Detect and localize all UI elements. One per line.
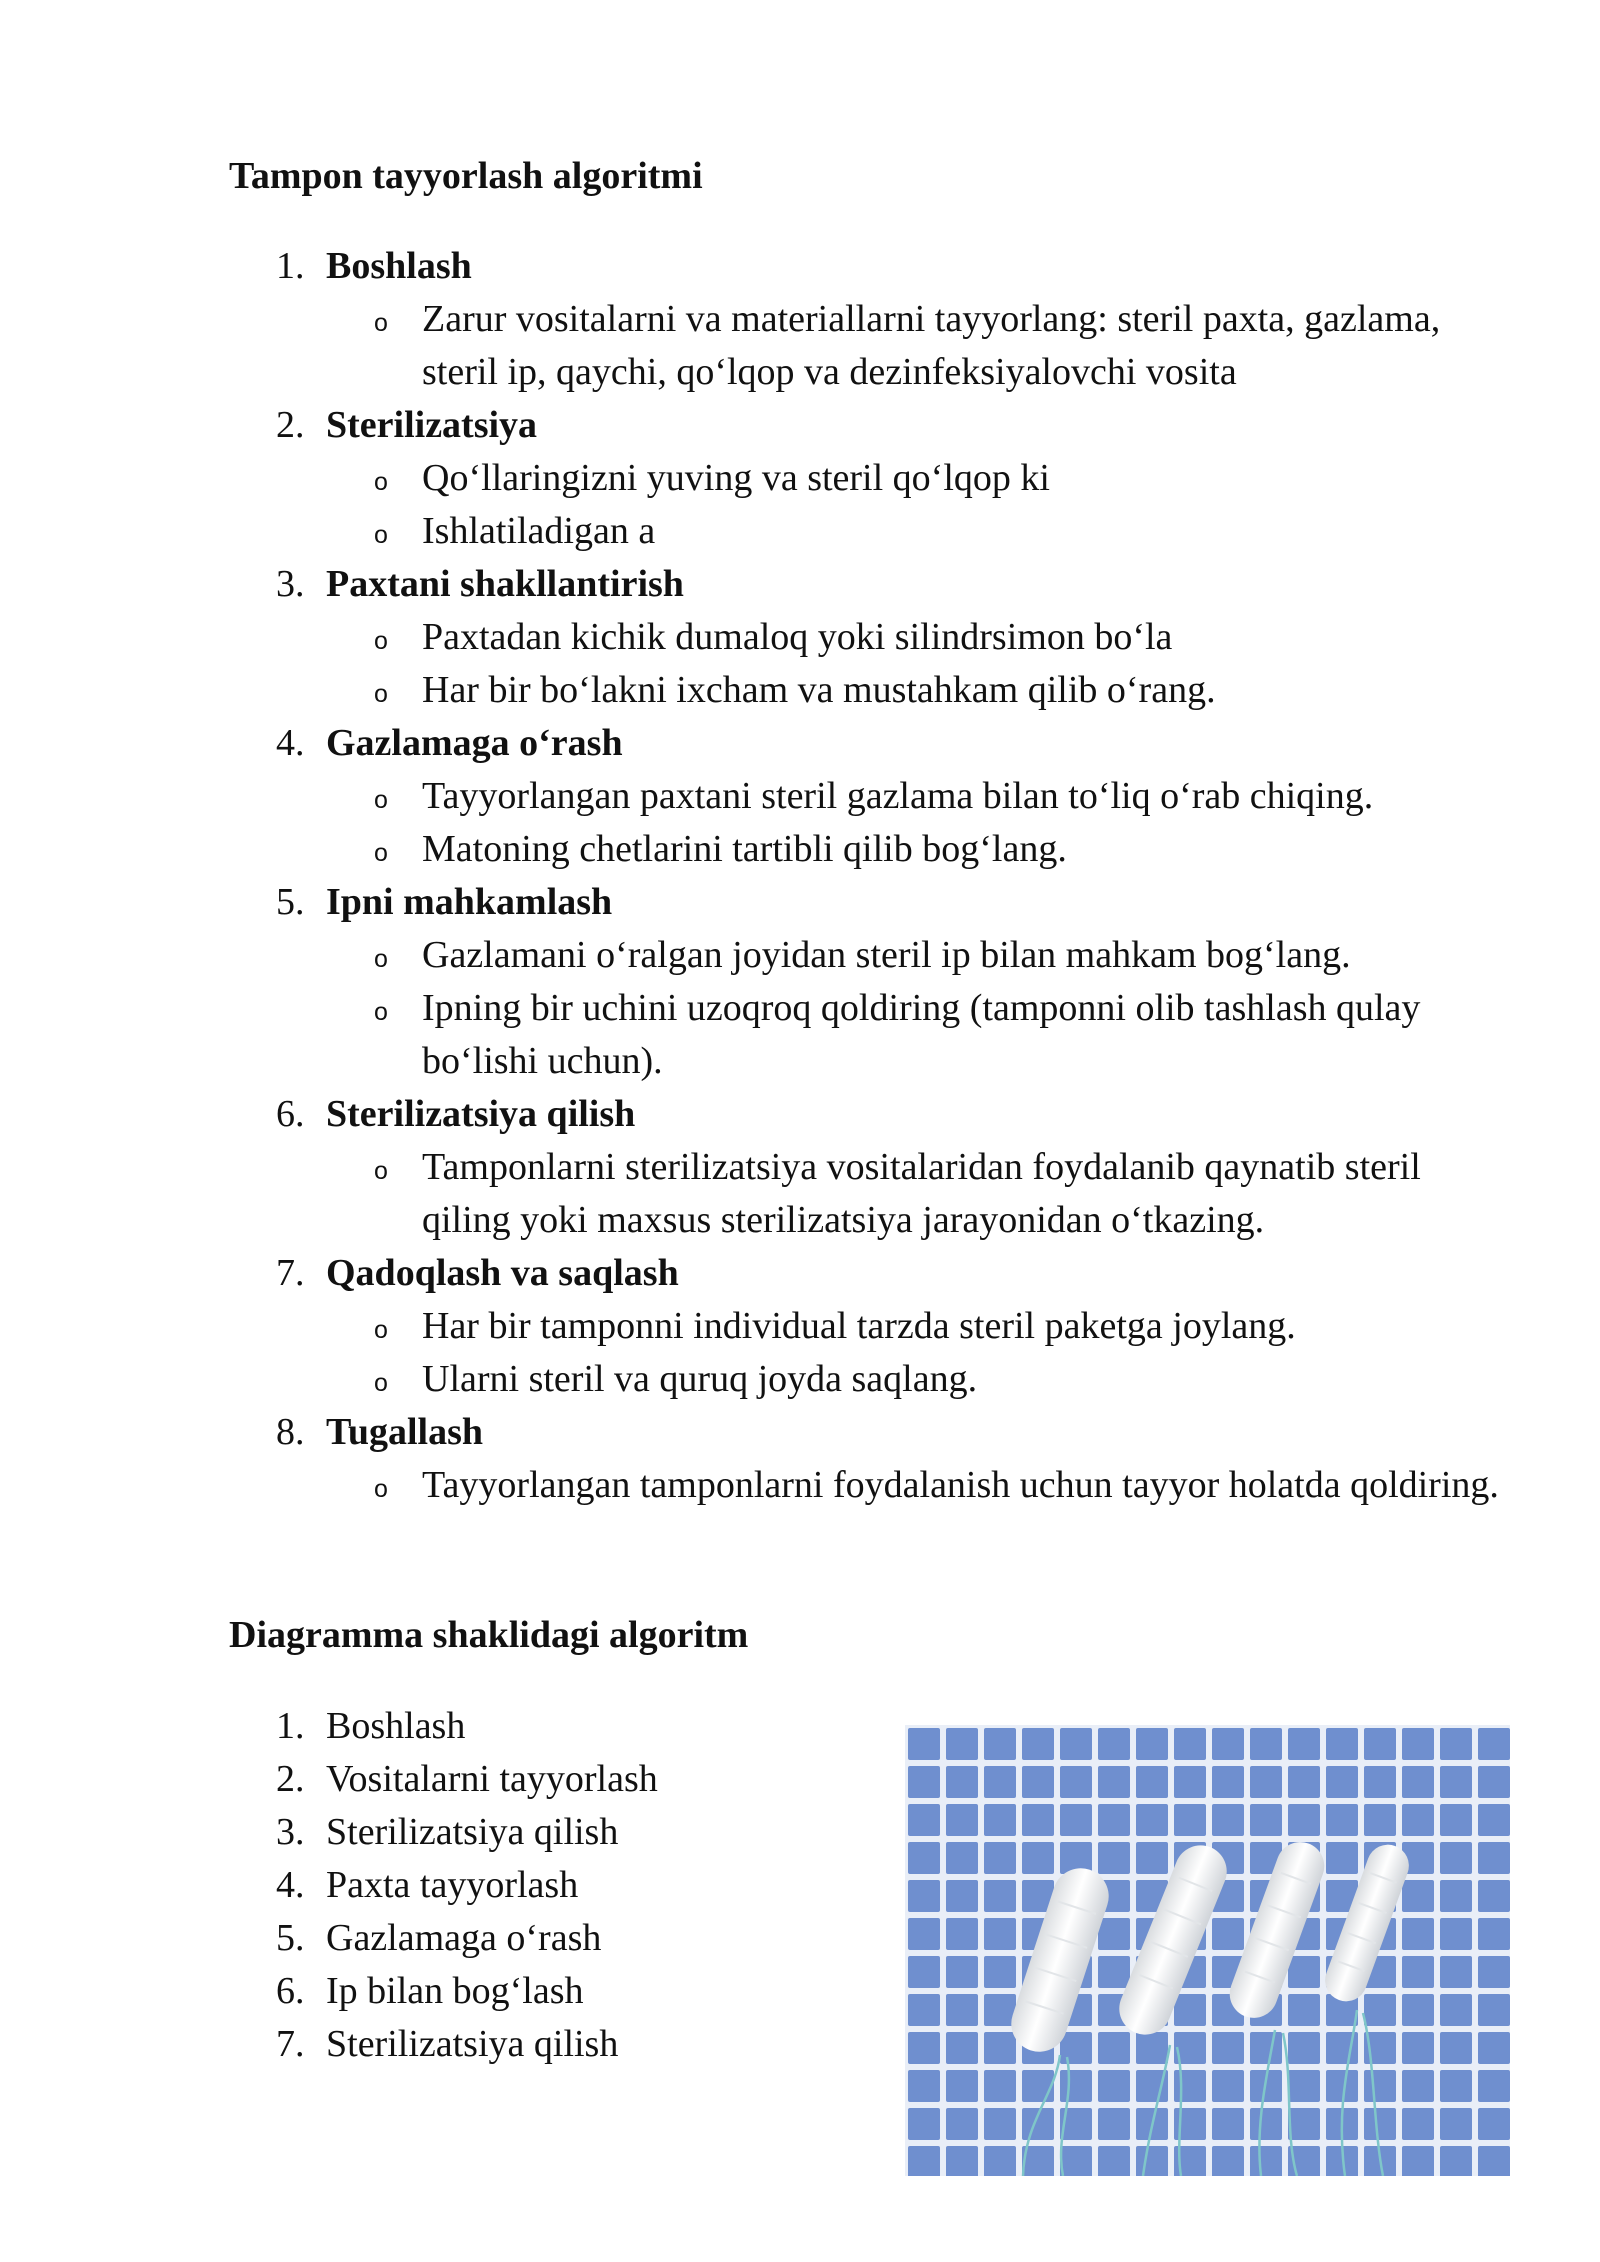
diagram-label: Vositalarni tayyorlash — [326, 1758, 658, 1800]
step-item — [229, 558, 1511, 717]
bullet-icon: o — [374, 521, 388, 549]
bullet-icon: o — [374, 1475, 388, 1503]
diagram-label: Paxta tayyorlash — [326, 1864, 579, 1906]
step-item — [229, 717, 1511, 876]
step-number: 2. — [276, 404, 305, 446]
step-number: 5. — [276, 881, 305, 923]
sub-item-text: Ularni steril va quruq joyda saqlang. — [422, 1358, 978, 1400]
sub-list — [229, 1300, 1511, 1406]
diagram-number: 1. — [276, 1705, 305, 1747]
diagram-item — [229, 1700, 849, 1753]
bullet-icon: o — [374, 309, 388, 337]
sub-item-text: Gazlamani o‘ralgan joyidan steril ip bilan mahkam bog‘lang. — [422, 934, 1351, 976]
algorithm-steps — [229, 240, 1511, 1512]
sub-item-text: Matoning chetlarini tartibli qilib bog‘lang. — [422, 828, 1067, 870]
diagram-label: Sterilizatsiya qilish — [326, 1811, 619, 1853]
tile-background — [905, 1725, 1510, 2176]
step-item — [229, 1247, 1511, 1406]
diagram-number: 6. — [276, 1970, 305, 2012]
sub-list — [229, 929, 1511, 1088]
diagram-number: 7. — [276, 2023, 305, 2065]
sub-item-text: Har bir tamponni individual tarzda steril paketga joylang. — [422, 1305, 1296, 1347]
step-number: 8. — [276, 1411, 305, 1453]
sub-item-text: Tayyorlangan paxtani steril gazlama bilan to‘liq o‘rab chiqing. — [422, 775, 1374, 817]
bullet-icon: o — [374, 468, 388, 496]
sub-list — [229, 1459, 1511, 1512]
diagram-number: 4. — [276, 1864, 305, 1906]
diagram-label: Ip bilan bog‘lash — [326, 1970, 584, 2012]
step-number: 6. — [276, 1093, 305, 1135]
step-title: Sterilizatsiya qilish — [326, 1093, 636, 1135]
bullet-icon: o — [374, 1316, 388, 1344]
step-item — [229, 1406, 1511, 1512]
sub-item-text: Zarur vositalarni va materiallarni tayyorlang: steril paxta, gazlama, steril ip, qaychi, qo‘lqop va dezinfeksiyalovchi vosita — [422, 298, 1441, 393]
sub-item — [229, 505, 1511, 558]
diagram-title: Diagramma shaklidagi algoritm — [229, 1614, 749, 1656]
step-item — [229, 876, 1511, 1088]
step-title: Paxtani shakllantirish — [326, 563, 684, 605]
diagram-item — [229, 2018, 849, 2071]
bullet-icon: o — [374, 786, 388, 814]
diagram-label: Gazlamaga o‘rash — [326, 1917, 602, 1959]
step-title: Gazlamaga o‘rash — [326, 722, 623, 764]
sub-list — [229, 611, 1511, 717]
step-item — [229, 399, 1511, 558]
step-number: 1. — [276, 245, 305, 287]
diagram-steps — [229, 1700, 849, 2071]
sub-item — [229, 823, 1511, 876]
sub-list — [229, 1141, 1511, 1247]
step-number: 7. — [276, 1252, 305, 1294]
step-title: Qadoqlash va saqlash — [326, 1252, 679, 1294]
bullet-icon: o — [374, 839, 388, 867]
sub-item — [229, 1300, 1511, 1353]
step-item — [229, 240, 1511, 399]
sub-item — [229, 1353, 1511, 1406]
step-number: 3. — [276, 563, 305, 605]
diagram-item — [229, 1859, 849, 1912]
diagram-number: 2. — [276, 1758, 305, 1800]
bullet-icon: o — [374, 1369, 388, 1397]
sub-item-text: Ipning bir uchini uzoqroq qoldiring (tamponni olib tashlash qulay bo‘lishi uchun). — [422, 987, 1421, 1082]
bullet-icon: o — [374, 998, 388, 1026]
diagram-label: Sterilizatsiya qilish — [326, 2023, 619, 2065]
sub-item — [229, 1459, 1511, 1512]
bullet-icon: o — [374, 680, 388, 708]
sub-item — [229, 929, 1511, 982]
step-title: Boshlash — [326, 245, 472, 287]
document-title: Tampon tayyorlash algoritmi — [229, 155, 703, 197]
sub-item-text: Paxtadan kichik dumaloq yoki silindrsimon bo‘la — [422, 616, 1173, 658]
sub-item — [229, 770, 1511, 823]
diagram-item — [229, 1912, 849, 1965]
sub-item — [229, 452, 1511, 505]
sub-item-text: Ishlatiladigan a — [422, 510, 656, 552]
bullet-icon: o — [374, 1157, 388, 1185]
sub-item-text: Tayyorlangan tamponlarni foydalanish uchun tayyor holatda qoldiring. — [422, 1464, 1499, 1506]
diagram-item — [229, 1806, 849, 1859]
sub-list — [229, 770, 1511, 876]
diagram-label: Boshlash — [326, 1705, 466, 1747]
sub-list — [229, 452, 1511, 558]
diagram-number: 5. — [276, 1917, 305, 1959]
bullet-icon: o — [374, 627, 388, 655]
sub-list — [229, 293, 1511, 399]
bullet-icon: o — [374, 945, 388, 973]
step-title: Ipni mahkamlash — [326, 881, 613, 923]
sub-item-text: Qo‘llaringizni yuving va steril qo‘lqop ki — [422, 457, 1050, 499]
diagram-item — [229, 1753, 849, 1806]
step-title: Sterilizatsiya — [326, 404, 538, 446]
diagram-item — [229, 1965, 849, 2018]
sub-item-text: Tamponlarni sterilizatsiya vositalaridan foydalanib qaynatib steril qiling yoki maxsus sterilizatsiya jarayonidan o‘tkazing. — [422, 1146, 1421, 1241]
tampons-on-tile-photo — [905, 1725, 1510, 2176]
step-item — [229, 1088, 1511, 1247]
sub-item — [229, 611, 1511, 664]
sub-item — [229, 1141, 1511, 1247]
sub-item-text: Har bir bo‘lakni ixcham va mustahkam qilib o‘rang. — [422, 669, 1216, 711]
sub-item — [229, 982, 1511, 1088]
step-title: Tugallash — [326, 1411, 484, 1453]
step-number: 4. — [276, 722, 305, 764]
sub-item — [229, 664, 1511, 717]
sub-item — [229, 293, 1511, 399]
diagram-number: 3. — [276, 1811, 305, 1853]
